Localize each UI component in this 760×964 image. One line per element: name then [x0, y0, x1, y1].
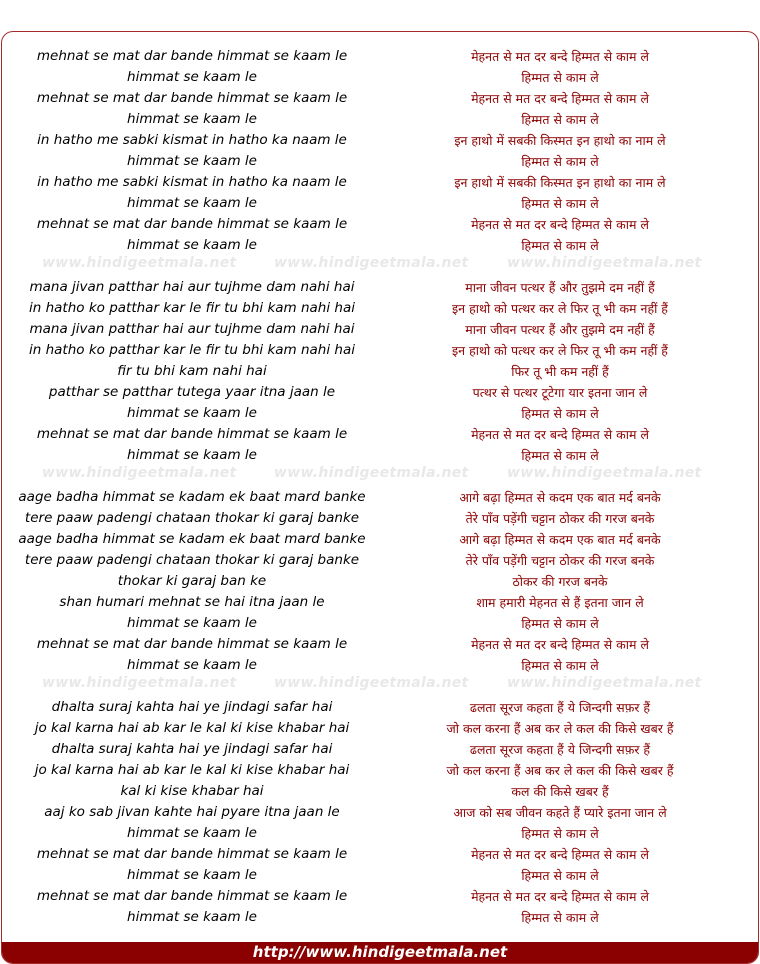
lyric-hindi: शाम हमारी मेहनत से हैं इतना जान ले — [476, 595, 644, 610]
lyric-english: mehnat se mat dar bande himmat se kaam le — [36, 636, 348, 652]
watermark-row — [2, 255, 758, 275]
lyric-english: himmat se kaam le — [127, 153, 257, 169]
lyric-line — [2, 613, 758, 634]
lyric-line — [2, 508, 758, 529]
lyric-line — [2, 781, 758, 802]
lyric-hindi: फिर तू भी कम नहीं हैं — [511, 364, 609, 379]
watermark-text: www.hindigeetmala.net — [507, 255, 702, 271]
lyric-hindi: मेहनत से मत दर बन्दे हिम्मत से काम ले — [471, 889, 649, 904]
lyric-line — [2, 424, 758, 445]
lyric-hindi: हिम्मत से काम ले — [521, 196, 599, 211]
lyric-line — [2, 214, 758, 235]
lyric-english: aage badha himmat se kadam ek baat mard banke — [18, 531, 366, 547]
lyric-english: in hatho me sabki kismat in hatho ka naam le — [37, 132, 347, 148]
watermark-text: www.hindigeetmala.net — [274, 465, 469, 481]
lyric-english: himmat se kaam le — [127, 615, 257, 631]
lyric-english: mehnat se mat dar bande himmat se kaam le — [36, 846, 348, 862]
lyric-hindi: मेहनत से मत दर बन्दे हिम्मत से काम ले — [471, 91, 649, 106]
lyric-line — [2, 151, 758, 172]
lyric-english: aaj ko sab jivan kahte hai pyare itna jaan le — [44, 804, 340, 820]
lyric-english: mehnat se mat dar bande himmat se kaam le — [36, 426, 348, 442]
lyric-english: fir tu bhi kam nahi hai — [117, 363, 267, 379]
lyric-hindi: हिम्मत से काम ले — [521, 448, 599, 463]
lyric-english: himmat se kaam le — [127, 825, 257, 841]
lyric-hindi: मेहनत से मत दर बन्दे हिम्मत से काम ले — [471, 427, 649, 442]
lyric-line — [2, 46, 758, 67]
lyric-line — [2, 907, 758, 928]
lyric-line — [2, 529, 758, 550]
watermark-text: www.hindigeetmala.net — [274, 675, 469, 691]
lyric-english: shan humari mehnat se hai itna jaan le — [59, 594, 325, 610]
lyric-english: mana jivan patthar hai aur tujhme dam nahi hai — [29, 279, 355, 295]
lyric-hindi: हिम्मत से काम ले — [521, 154, 599, 169]
lyric-line — [2, 88, 758, 109]
lyric-line — [2, 823, 758, 844]
lyric-english: in hatho ko patthar kar le fir tu bhi kam nahi hai — [29, 342, 355, 358]
lyric-line — [2, 571, 758, 592]
lyric-line — [2, 865, 758, 886]
lyric-hindi: माना जीवन पत्थर हैं और तुझमे दम नहीं हैं — [465, 322, 655, 337]
lyric-english: mehnat se mat dar bande himmat se kaam le — [36, 48, 348, 64]
lyric-hindi: तेरे पाँव पड़ेंगी चट्टान ठोकर की गरज बनके — [465, 511, 655, 526]
lyric-line — [2, 361, 758, 382]
lyric-line — [2, 718, 758, 739]
lyric-line — [2, 67, 758, 88]
lyric-hindi: इन हाथो में सबकी किस्मत इन हाथो का नाम ले — [454, 133, 666, 148]
lyric-hindi: आगे बढ़ा हिम्मत से कदम एक बात मर्द बनके — [459, 490, 661, 505]
lyric-hindi: मेहनत से मत दर बन्दे हिम्मत से काम ले — [471, 49, 649, 64]
lyric-hindi: मेहनत से मत दर बन्दे हिम्मत से काम ले — [471, 217, 649, 232]
lyric-english: jo kal karna hai ab kar le kal ki kise khabar hai — [34, 762, 350, 778]
footer-url[interactable]: http://www.hindigeetmala.net — [2, 942, 758, 963]
lyric-line — [2, 172, 758, 193]
lyric-line — [2, 130, 758, 151]
lyric-hindi: मेहनत से मत दर बन्दे हिम्मत से काम ले — [471, 847, 649, 862]
lyric-line — [2, 445, 758, 466]
lyric-line — [2, 319, 758, 340]
lyric-line — [2, 298, 758, 319]
lyric-line — [2, 760, 758, 781]
lyric-hindi: इन हाथो में सबकी किस्मत इन हाथो का नाम ले — [454, 175, 666, 190]
lyric-english: thokar ki garaj ban ke — [117, 573, 267, 589]
lyric-hindi: हिम्मत से काम ले — [521, 826, 599, 841]
lyric-hindi: कल की किसे खबर हैं — [511, 784, 609, 799]
lyric-hindi: हिम्मत से काम ले — [521, 616, 599, 631]
lyric-hindi: आगे बढ़ा हिम्मत से कदम एक बात मर्द बनके — [459, 532, 661, 547]
lyric-english: dhalta suraj kahta hai ye jindagi safar hai — [51, 699, 333, 715]
watermark-row — [2, 675, 758, 695]
lyric-english: himmat se kaam le — [127, 69, 257, 85]
watermark-text: www.hindigeetmala.net — [507, 465, 702, 481]
lyric-english: aage badha himmat se kadam ek baat mard banke — [18, 489, 366, 505]
lyric-english: himmat se kaam le — [127, 405, 257, 421]
lyric-line — [2, 403, 758, 424]
lyric-english: dhalta suraj kahta hai ye jindagi safar hai — [51, 741, 333, 757]
lyric-hindi: हिम्मत से काम ले — [521, 868, 599, 883]
watermark-text: www.hindigeetmala.net — [42, 255, 237, 271]
lyric-english: mehnat se mat dar bande himmat se kaam le — [36, 216, 348, 232]
lyric-english: mehnat se mat dar bande himmat se kaam le — [36, 90, 348, 106]
lyric-english: kal ki kise khabar hai — [120, 783, 264, 799]
lyric-line — [2, 634, 758, 655]
watermark-row — [2, 465, 758, 485]
lyric-line — [2, 235, 758, 256]
lyric-hindi: हिम्मत से काम ले — [521, 406, 599, 421]
lyric-hindi: ढलता सूरज कहता हैं ये जिन्दगी सफ़र हैं — [469, 700, 651, 715]
lyric-hindi: जो कल करना हैं अब कर ले कल की किसे खबर हैं — [446, 721, 674, 736]
watermark-text: www.hindigeetmala.net — [274, 255, 469, 271]
lyric-line — [2, 739, 758, 760]
lyric-english: mehnat se mat dar bande himmat se kaam le — [36, 888, 348, 904]
lyric-line — [2, 886, 758, 907]
lyric-hindi: ढलता सूरज कहता हैं ये जिन्दगी सफ़र हैं — [469, 742, 651, 757]
lyric-hindi: जो कल करना हैं अब कर ले कल की किसे खबर हैं — [446, 763, 674, 778]
lyric-english: patthar se patthar tutega yaar itna jaan le — [48, 384, 336, 400]
lyric-line — [2, 109, 758, 130]
lyric-english: mana jivan patthar hai aur tujhme dam nahi hai — [29, 321, 355, 337]
lyric-english: himmat se kaam le — [127, 237, 257, 253]
lyric-hindi: पत्थर से पत्थर टूटेगा यार इतना जान ले — [472, 385, 648, 400]
lyric-english: jo kal karna hai ab kar le kal ki kise khabar hai — [34, 720, 350, 736]
lyric-hindi: माना जीवन पत्थर हैं और तुझमे दम नहीं हैं — [465, 280, 655, 295]
lyric-line — [2, 655, 758, 676]
lyric-hindi: तेरे पाँव पड़ेंगी चट्टान ठोकर की गरज बनके — [465, 553, 655, 568]
lyric-line — [2, 802, 758, 823]
lyric-english: tere paaw padengi chataan thokar ki garaj banke — [24, 510, 360, 526]
lyric-hindi: हिम्मत से काम ले — [521, 238, 599, 253]
lyric-english: tere paaw padengi chataan thokar ki garaj banke — [24, 552, 360, 568]
lyric-hindi: हिम्मत से काम ले — [521, 112, 599, 127]
lyric-hindi: इन हाथो को पत्थर कर ले फिर तू भी कम नहीं हैं — [452, 343, 668, 358]
lyric-hindi: आज को सब जीवन कहते हैं प्यारे इतना जान ले — [453, 805, 667, 820]
lyric-hindi: हिम्मत से काम ले — [521, 910, 599, 925]
lyric-line — [2, 487, 758, 508]
lyric-english: himmat se kaam le — [127, 111, 257, 127]
lyric-english: himmat se kaam le — [127, 909, 257, 925]
lyrics-panel — [1, 31, 759, 964]
lyric-line — [2, 550, 758, 571]
lyric-english: himmat se kaam le — [127, 657, 257, 673]
lyric-english: himmat se kaam le — [127, 447, 257, 463]
lyric-line — [2, 193, 758, 214]
watermark-text: www.hindigeetmala.net — [42, 465, 237, 481]
lyric-hindi: हिम्मत से काम ले — [521, 658, 599, 673]
lyric-hindi: हिम्मत से काम ले — [521, 70, 599, 85]
lyric-line — [2, 277, 758, 298]
watermark-text: www.hindigeetmala.net — [42, 675, 237, 691]
lyric-hindi: मेहनत से मत दर बन्दे हिम्मत से काम ले — [471, 637, 649, 652]
watermark-text: www.hindigeetmala.net — [507, 675, 702, 691]
lyric-english: in hatho me sabki kismat in hatho ka naam le — [37, 174, 347, 190]
lyric-english: in hatho ko patthar kar le fir tu bhi kam nahi hai — [29, 300, 355, 316]
lyric-english: himmat se kaam le — [127, 867, 257, 883]
lyric-english: himmat se kaam le — [127, 195, 257, 211]
lyric-hindi: ठोकर की गरज बनके — [512, 574, 608, 589]
lyric-hindi: इन हाथो को पत्थर कर ले फिर तू भी कम नहीं हैं — [452, 301, 668, 316]
lyric-line — [2, 340, 758, 361]
lyric-line — [2, 382, 758, 403]
lyric-line — [2, 844, 758, 865]
lyric-line — [2, 697, 758, 718]
lyric-line — [2, 592, 758, 613]
